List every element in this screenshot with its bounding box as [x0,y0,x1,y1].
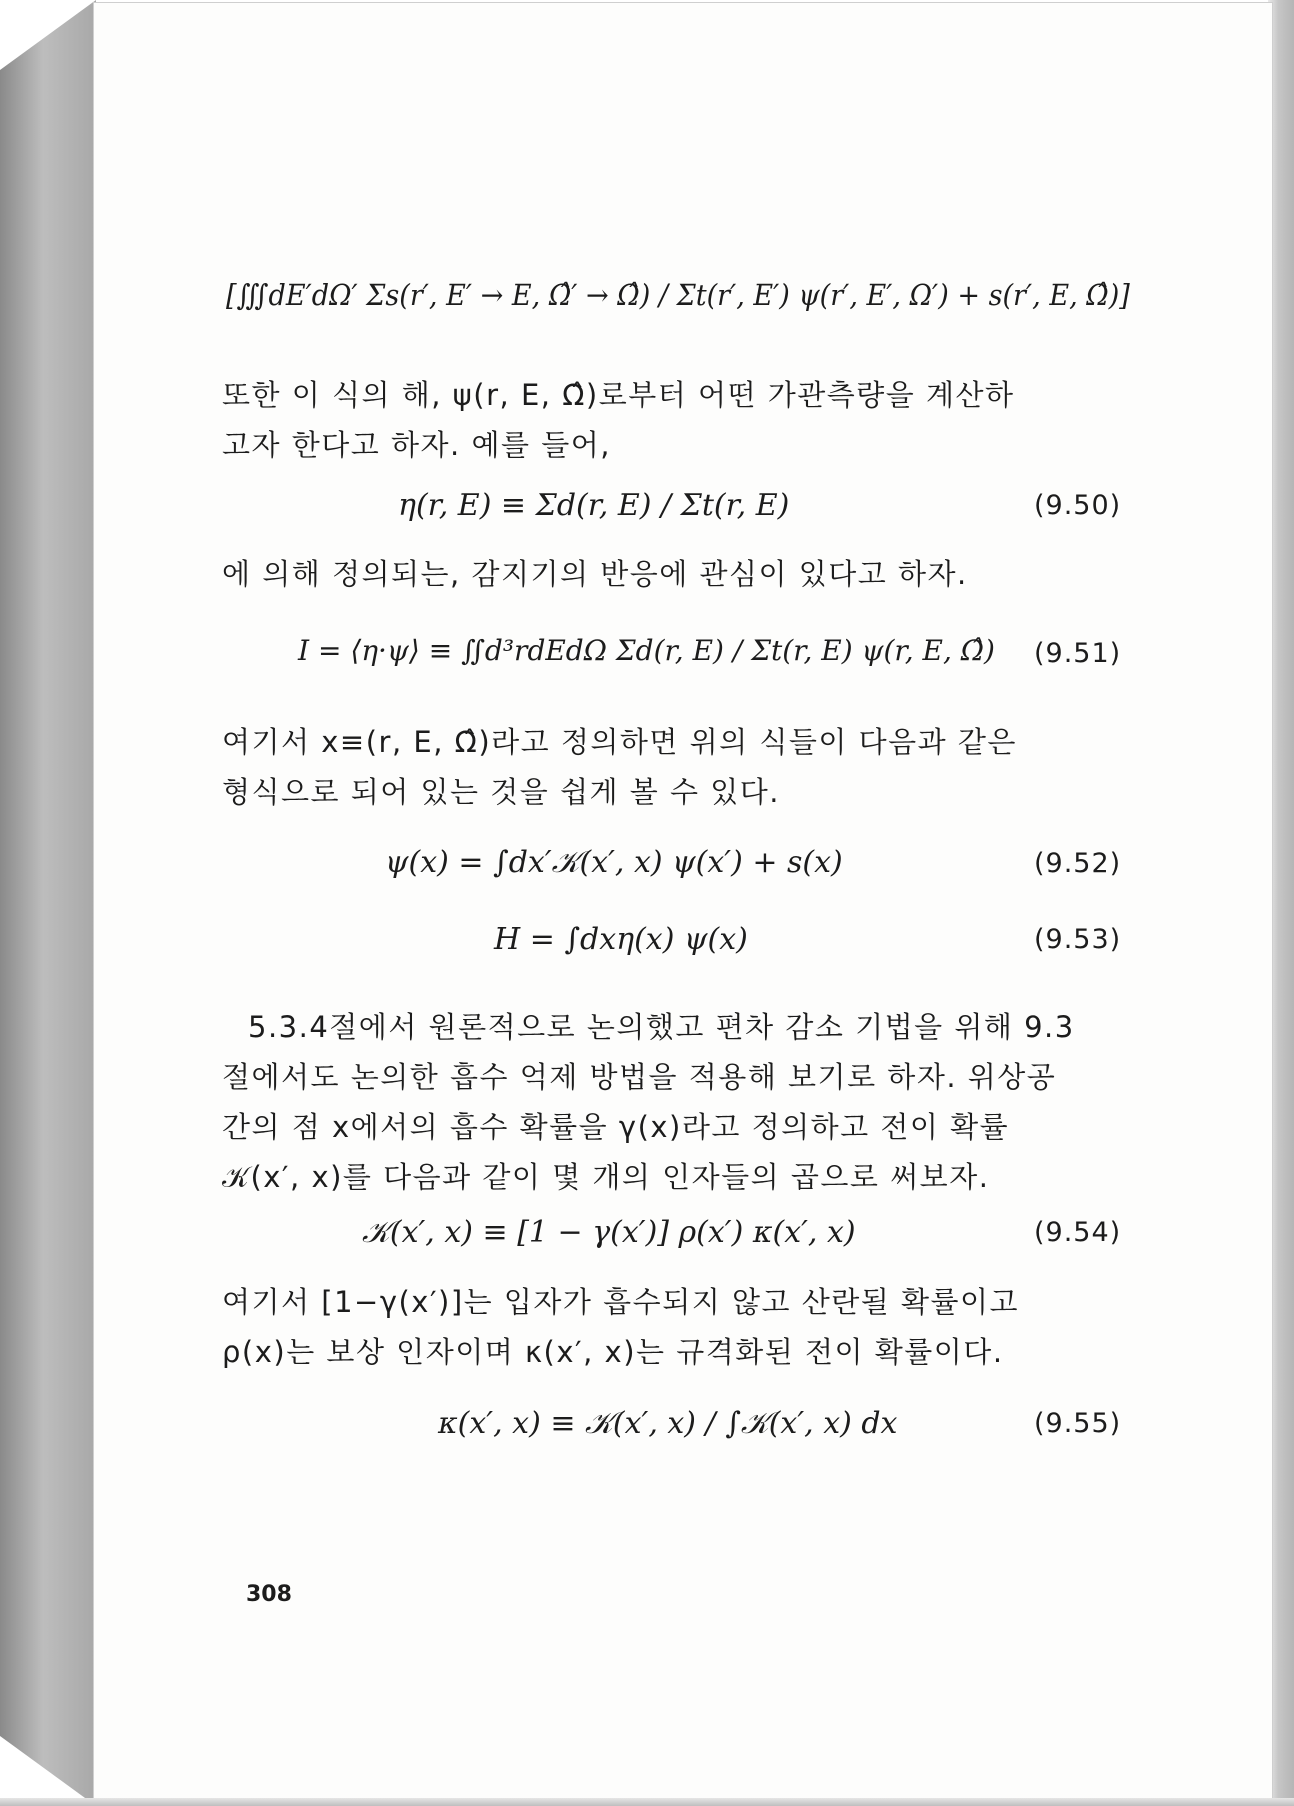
paragraph-4-line-3: 간의 점 x에서의 흡수 확률을 γ(x)라고 정의하고 전이 확률 [222,1110,1010,1144]
paragraph-5-line-2: ρ(x)는 보상 인자이며 κ(x′, x)는 규격화된 전이 확률이다. [222,1335,1004,1369]
paragraph-2-line-1: 에 의해 정의되는, 감지기의 반응에 관심이 있다고 하자. [222,557,968,591]
page-sheet [94,3,1272,1799]
equation-9-50: η(r, E) ≡ Σd(r, E) / Σt(r, E) [398,488,790,523]
paragraph-4-line-4: 𝒦(x′, x)를 다음과 같이 몇 개의 인자들의 곱으로 써보자. [222,1160,990,1194]
equation-number-9-53: (9.53) [1034,924,1122,955]
equation-number-9-54: (9.54) [1034,1217,1122,1248]
paragraph-3-line-1: 여기서 x≡(r, E, Ω̂)라고 정의하면 위의 식들이 다음과 같은 [222,725,1017,759]
equation-number-9-55: (9.55) [1034,1408,1122,1439]
equation-9-51: I = ⟨η·ψ⟩ ≡ ∬d³rdEdΩ Σd(r, E) / Σt(r, E) ψ(r, E, Ω̂) [298,634,995,667]
page-bottom-edge [0,1798,1294,1806]
equation-9-52: ψ(x) = ∫dx′𝒦(x′, x) ψ(x′) + s(x) [385,845,843,880]
paragraph-4-line-1: 5.3.4절에서 원론적으로 논의했고 편차 감소 기법을 위해 9.3 [248,1010,1075,1044]
paragraph-1-line-2: 고자 한다고 하자. 예를 들어, [222,428,611,462]
equation-9-54: 𝒦(x′, x) ≡ [1 − γ(x′)] ρ(x′) κ(x′, x) [362,1215,856,1250]
equation-9-53: H = ∫dxη(x) ψ(x) [494,922,748,957]
equation-number-9-52: (9.52) [1034,848,1122,879]
equation-top-bracket: [∭dE′dΩ′ Σs(r′, E′ → E, Ω̂′ → Ω̂) / Σt(r′, E′) ψ(r′, E′, Ω′) + s(r′, E, Ω̂)] [226,278,1130,312]
equation-9-55: κ(x′, x) ≡ 𝒦(x′, x) / ∫𝒦(x′, x) dx [438,1406,898,1441]
equation-number-9-51: (9.51) [1034,638,1122,669]
page-number: 308 [246,1582,292,1607]
equation-number-9-50: (9.50) [1034,490,1122,521]
book-spine [0,0,96,1806]
paragraph-4-line-2: 절에서도 논의한 흡수 억제 방법을 적용해 보기로 하자. 위상공 [222,1060,1057,1094]
paragraph-5-line-1: 여기서 [1−γ(x′)]는 입자가 흡수되지 않고 산란될 확률이고 [222,1285,1020,1319]
paragraph-1-line-1: 또한 이 식의 해, ψ(r, E, Ω̂)로부터 어떤 가관측량을 계산하 [222,378,1015,412]
paragraph-3-line-2: 형식으로 되어 있는 것을 쉽게 볼 수 있다. [222,775,780,809]
